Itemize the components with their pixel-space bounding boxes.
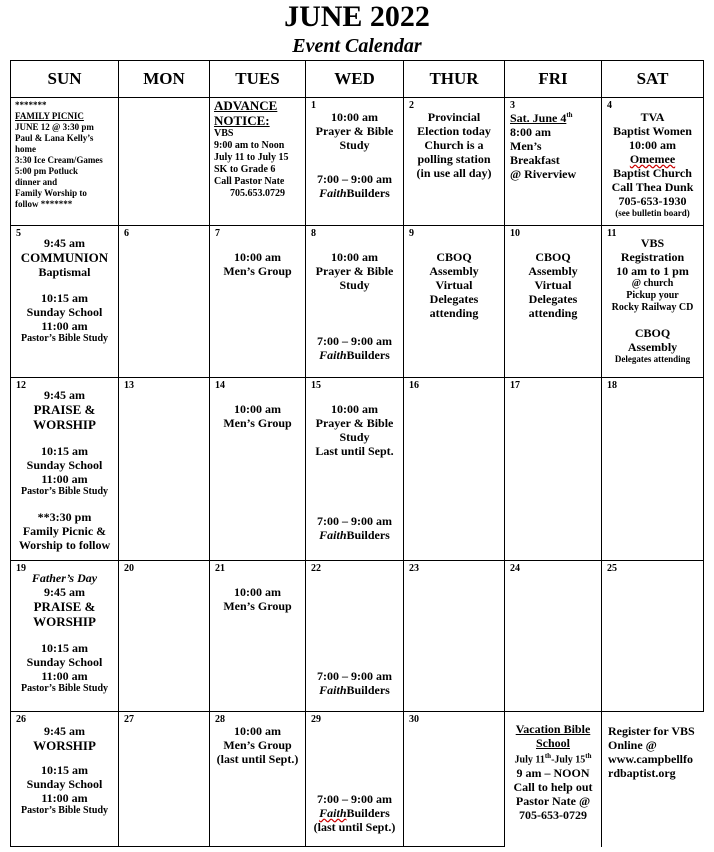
event-text: Builders bbox=[346, 348, 390, 362]
event-text: 7:00 – 9:00 am bbox=[317, 172, 392, 186]
event-text: Election today bbox=[417, 124, 491, 138]
week-row-1 bbox=[11, 98, 704, 226]
event-text: 10:00 am bbox=[331, 110, 378, 124]
event-text: th bbox=[585, 752, 592, 760]
event-text: Baptist Women bbox=[613, 124, 692, 138]
day-cell bbox=[404, 378, 505, 561]
event-text: Worship to follow bbox=[18, 538, 111, 552]
week-row-3 bbox=[11, 378, 704, 561]
header-mon: MON bbox=[119, 61, 210, 98]
event-text: 705.653.0729 bbox=[230, 188, 285, 199]
day-number: 26 bbox=[16, 714, 26, 725]
week-row-2 bbox=[11, 226, 704, 378]
day-number: 28 bbox=[215, 714, 225, 725]
event-text: (last until Sept.) bbox=[216, 752, 299, 766]
event-text: rdbaptist.org bbox=[608, 766, 676, 780]
event-text: Assembly bbox=[429, 264, 479, 278]
event-text: ******* bbox=[15, 100, 47, 110]
event-text: Pastor Nate @ bbox=[515, 794, 591, 809]
day-cell bbox=[11, 98, 119, 226]
event-text: Breakfast bbox=[510, 153, 560, 167]
event-text: Virtual bbox=[534, 278, 572, 292]
event-text: Registration bbox=[620, 250, 685, 264]
day-cell bbox=[11, 226, 119, 378]
event-text: 10:00 am bbox=[234, 724, 281, 738]
event-text: JUNE 12 @ 3:30 pm bbox=[15, 122, 94, 132]
event-text: 10:15 am bbox=[41, 291, 88, 305]
day-cell bbox=[602, 561, 704, 712]
event-text: Rocky Railway CD bbox=[611, 302, 694, 313]
event-text: 10:15 am bbox=[41, 763, 88, 777]
event-text: Prayer & Bible bbox=[315, 264, 394, 278]
event-text: 7:00 – 9:00 am bbox=[317, 792, 392, 806]
day-cell bbox=[11, 378, 119, 561]
event-text: 10:00 am bbox=[331, 402, 378, 416]
event-text: Delegates bbox=[528, 292, 578, 306]
event-text: Family Picnic & bbox=[22, 524, 107, 538]
event-text: Sunday School bbox=[26, 655, 103, 669]
day-cell bbox=[210, 561, 306, 712]
event-text: Sat. June 4 bbox=[510, 111, 567, 125]
header-tue: TUES bbox=[210, 61, 306, 98]
event-text: dinner and bbox=[15, 177, 58, 187]
event-text: Men’s Group bbox=[223, 599, 292, 613]
day-number: 25 bbox=[607, 563, 617, 574]
event-text: School bbox=[535, 736, 570, 750]
event-text: polling station bbox=[417, 152, 491, 166]
event-text: th bbox=[544, 752, 552, 760]
faith-text: Faith bbox=[319, 806, 347, 820]
day-number: 10 bbox=[510, 228, 520, 239]
event-text: Assembly bbox=[627, 340, 678, 354]
day-cell bbox=[602, 712, 704, 847]
event-text: Last until Sept. bbox=[315, 444, 394, 458]
event-text: follow ******* bbox=[15, 199, 73, 209]
event-text: Online @ bbox=[608, 738, 657, 752]
header-sun: SUN bbox=[11, 61, 119, 98]
event-text: Family Worship to bbox=[15, 188, 87, 198]
event-text: Men’s Group bbox=[223, 416, 292, 430]
event-text: Sunday School bbox=[26, 305, 103, 319]
day-cell bbox=[505, 561, 602, 712]
faith-text: Faith bbox=[319, 348, 347, 362]
event-text: FAMILY PICNIC bbox=[15, 111, 84, 121]
day-number: 21 bbox=[215, 563, 225, 574]
event-text: PRAISE & bbox=[33, 402, 96, 417]
event-text: July 11 to July 15 bbox=[214, 152, 289, 163]
event-text: Men’s Group bbox=[223, 264, 292, 278]
header-thu: THUR bbox=[404, 61, 505, 98]
header-wed: WED bbox=[306, 61, 404, 98]
day-number: 17 bbox=[510, 380, 520, 391]
event-text: Prayer & Bible bbox=[315, 416, 394, 430]
calendar-subtitle: Event Calendar bbox=[292, 35, 422, 57]
event-text: 10:15 am bbox=[41, 641, 88, 655]
event-text: July 11 bbox=[514, 754, 545, 766]
event-text: VBS bbox=[214, 128, 234, 139]
event-text: 8:00 am bbox=[510, 125, 551, 139]
day-cell bbox=[306, 378, 404, 561]
event-text: 10 am to 1 pm bbox=[616, 264, 689, 278]
week-row-5 bbox=[11, 712, 704, 847]
event-text: 10:15 am bbox=[41, 444, 88, 458]
weekday-header-row bbox=[11, 61, 704, 98]
day-cell bbox=[11, 561, 119, 712]
day-cell bbox=[306, 226, 404, 378]
calendar-grid bbox=[10, 60, 704, 847]
event-text: Builders bbox=[346, 186, 390, 200]
event-text: Builders bbox=[346, 806, 390, 820]
day-number: 29 bbox=[311, 714, 321, 725]
day-number: 3 bbox=[510, 100, 515, 111]
event-text: 9 am – NOON bbox=[516, 766, 590, 781]
day-cell bbox=[404, 98, 505, 226]
day-number: 27 bbox=[124, 714, 134, 725]
event-text: Father’s Day bbox=[31, 571, 98, 585]
faith-text: Faith bbox=[319, 186, 347, 200]
event-text: Study bbox=[339, 430, 370, 444]
day-number: 5 bbox=[16, 228, 21, 239]
event-text: 9:00 am to Noon bbox=[214, 140, 285, 151]
faith-text: Faith bbox=[319, 683, 347, 697]
event-text: Men’s Group bbox=[223, 738, 292, 752]
event-text: @ Riverview bbox=[510, 167, 577, 181]
event-text: ADVANCE bbox=[214, 98, 278, 113]
event-text: 7:00 – 9:00 am bbox=[317, 334, 392, 348]
event-text: th bbox=[566, 111, 573, 119]
event-text: Pickup your bbox=[626, 290, 679, 301]
event-text: 7:00 – 9:00 am bbox=[317, 514, 392, 528]
event-text: 11:00 am bbox=[41, 669, 88, 683]
event-text: 9:45 am bbox=[44, 388, 85, 402]
event-text: 9:45 am bbox=[44, 585, 85, 599]
event-text: (see bulletin board) bbox=[615, 208, 690, 218]
event-text: -July 15 bbox=[551, 754, 586, 766]
day-number: 7 bbox=[215, 228, 220, 239]
event-text: 10:00 am bbox=[234, 402, 281, 416]
event-text: www.campbellfo bbox=[608, 752, 693, 766]
event-text: Sunday School bbox=[26, 458, 103, 472]
event-text: attending bbox=[429, 306, 479, 320]
day-number: 1 bbox=[311, 100, 316, 111]
event-text: Delegates bbox=[429, 292, 479, 306]
event-text: CBOQ bbox=[535, 250, 571, 264]
event-text: 10:00 am bbox=[234, 585, 281, 599]
day-cell bbox=[210, 378, 306, 561]
event-text: @ church bbox=[631, 278, 674, 289]
event-text: Pastor’s Bible Study bbox=[20, 333, 109, 344]
day-cell bbox=[404, 561, 505, 712]
header-sat: SAT bbox=[602, 61, 704, 98]
event-text: 5:00 pm Potluck bbox=[15, 166, 78, 176]
day-number: 4 bbox=[607, 100, 612, 111]
faith-text: Faith bbox=[319, 528, 347, 542]
day-cell bbox=[602, 98, 704, 226]
day-cell bbox=[505, 378, 602, 561]
day-cell bbox=[505, 98, 602, 226]
event-text: Omemee bbox=[629, 152, 676, 166]
event-text: Pastor’s Bible Study bbox=[20, 805, 109, 816]
event-text: Study bbox=[339, 138, 370, 152]
event-text: Baptismal bbox=[38, 265, 91, 279]
day-number: 11 bbox=[607, 228, 617, 239]
event-text: VBS bbox=[640, 236, 665, 250]
day-cell bbox=[119, 98, 210, 226]
event-text: 10:00 am bbox=[629, 138, 676, 152]
header-fri: FRI bbox=[505, 61, 602, 98]
day-number: 19 bbox=[16, 563, 26, 574]
day-number: 9 bbox=[409, 228, 414, 239]
day-number: 16 bbox=[409, 380, 419, 391]
event-text: Pastor’s Bible Study bbox=[20, 683, 109, 694]
day-number: 18 bbox=[607, 380, 617, 391]
day-cell bbox=[210, 98, 306, 226]
event-text: Vacation Bible bbox=[515, 722, 591, 736]
day-number: 6 bbox=[124, 228, 129, 239]
event-text: CBOQ bbox=[436, 250, 472, 264]
event-text: WORSHIP bbox=[33, 614, 96, 629]
day-cell bbox=[119, 561, 210, 712]
day-number: 24 bbox=[510, 563, 520, 574]
day-cell bbox=[505, 226, 602, 378]
event-text: Paul & Lana Kelly’s bbox=[15, 133, 94, 143]
event-text: Call Pastor Nate bbox=[214, 176, 285, 187]
event-text: Virtual bbox=[435, 278, 473, 292]
day-cell bbox=[505, 712, 602, 847]
event-text: Delegates attending bbox=[614, 354, 691, 364]
day-cell bbox=[404, 226, 505, 378]
event-text: (in use all day) bbox=[416, 166, 492, 180]
event-text: 705-653-0729 bbox=[519, 808, 587, 823]
event-text: WORSHIP bbox=[33, 417, 96, 432]
event-text: 11:00 am bbox=[41, 791, 88, 805]
day-cell bbox=[210, 712, 306, 847]
day-number: 30 bbox=[409, 714, 419, 725]
event-text: 11:00 am bbox=[41, 472, 88, 486]
event-text: Prayer & Bible bbox=[315, 124, 394, 138]
event-text: COMMUNION bbox=[20, 250, 109, 265]
day-number: 22 bbox=[311, 563, 321, 574]
day-number: 13 bbox=[124, 380, 134, 391]
event-text: 10:00 am bbox=[331, 250, 378, 264]
event-text: **3:30 pm bbox=[37, 510, 92, 524]
event-text: attending bbox=[528, 306, 578, 320]
event-text: SK to Grade 6 bbox=[214, 164, 276, 175]
event-text: 7:00 – 9:00 am bbox=[317, 669, 392, 683]
day-number: 14 bbox=[215, 380, 225, 391]
day-cell bbox=[306, 712, 404, 847]
event-text: Builders bbox=[346, 683, 390, 697]
event-text: Assembly bbox=[528, 264, 578, 278]
event-text: WORSHIP bbox=[33, 738, 96, 753]
day-cell bbox=[11, 712, 119, 847]
day-cell bbox=[306, 98, 404, 226]
event-text: Call Thea Dunk bbox=[611, 180, 694, 194]
event-text: Call to help out bbox=[513, 780, 593, 795]
day-number: 8 bbox=[311, 228, 316, 239]
day-cell bbox=[119, 226, 210, 378]
day-number: 12 bbox=[16, 380, 26, 391]
day-number: 2 bbox=[409, 100, 414, 111]
day-number: 23 bbox=[409, 563, 419, 574]
day-cell bbox=[210, 226, 306, 378]
event-text: CBOQ bbox=[634, 326, 671, 340]
event-text: TVA bbox=[640, 110, 665, 124]
event-text: Builders bbox=[346, 528, 390, 542]
event-text: Church is a bbox=[424, 138, 484, 152]
event-text: NOTICE: bbox=[214, 113, 270, 128]
event-text: Pastor’s Bible Study bbox=[20, 486, 109, 497]
day-number: 20 bbox=[124, 563, 134, 574]
event-text: Register for VBS bbox=[608, 724, 695, 738]
event-text: Provincial bbox=[427, 110, 481, 124]
event-text: Baptist Church bbox=[613, 166, 692, 180]
event-text: 705-653-1930 bbox=[618, 194, 687, 208]
event-text: 9:45 am bbox=[44, 236, 85, 250]
event-text: Men’s bbox=[510, 139, 542, 153]
day-cell bbox=[602, 378, 704, 561]
day-cell bbox=[119, 378, 210, 561]
day-cell bbox=[404, 712, 505, 847]
event-text: Study bbox=[339, 278, 370, 292]
day-cell bbox=[119, 712, 210, 847]
event-text: 3:30 Ice Cream/Games bbox=[15, 155, 103, 165]
calendar-title: JUNE 2022 bbox=[284, 0, 430, 33]
event-text: Sunday School bbox=[26, 777, 103, 791]
event-text: 9:45 am bbox=[44, 724, 85, 738]
day-cell bbox=[602, 226, 704, 378]
event-text: (last until Sept.) bbox=[313, 820, 396, 834]
event-text: 10:00 am bbox=[234, 250, 281, 264]
event-text: home bbox=[15, 144, 36, 154]
day-cell bbox=[306, 561, 404, 712]
event-text: 11:00 am bbox=[41, 319, 88, 333]
week-row-4 bbox=[11, 561, 704, 712]
day-number: 15 bbox=[311, 380, 321, 391]
event-text: PRAISE & bbox=[33, 599, 96, 614]
